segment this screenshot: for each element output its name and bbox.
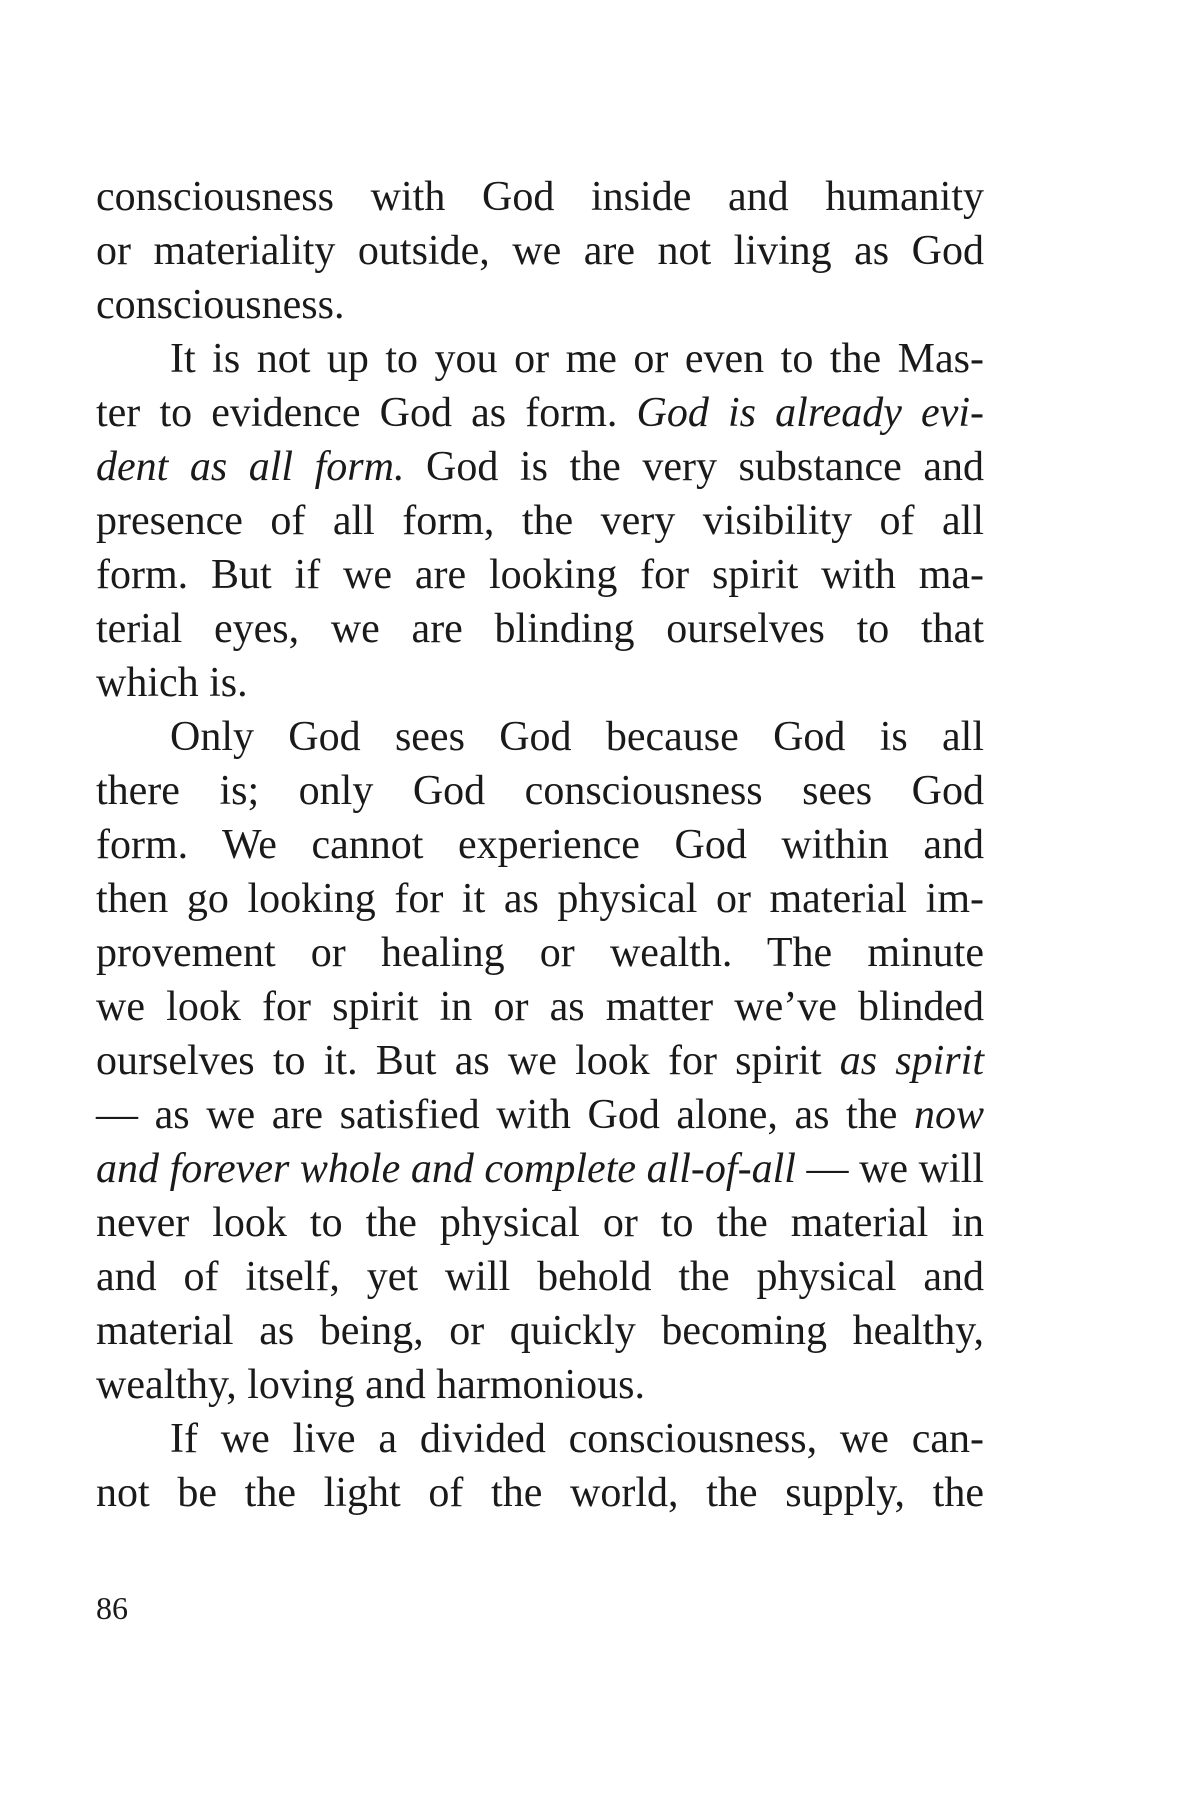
text-line (96, 980, 984, 1034)
text-run: ourselves to it. But as we look for spirit (96, 1038, 840, 1084)
text-run: which is. (96, 660, 248, 706)
text-run: form. But if we are looking for spirit with ma- (96, 552, 984, 598)
text-line (96, 872, 984, 926)
text-run: material as being, or quickly becoming healthy, (96, 1308, 984, 1354)
text-line (96, 1412, 984, 1466)
body-text (96, 170, 984, 1520)
paragraph (96, 710, 984, 1412)
text-line (96, 170, 984, 224)
text-run: terial eyes, we are blinding ourselves to that (96, 606, 984, 652)
text-line (96, 440, 984, 494)
text-line (96, 1142, 984, 1196)
text-run: form. We cannot experience God within and (96, 822, 984, 868)
text-line (96, 548, 984, 602)
text-line (96, 710, 984, 764)
text-line (96, 818, 984, 872)
text-line (96, 278, 984, 332)
text-run: provement or healing or wealth. The minute (96, 930, 984, 976)
italic-text: dent as all form. (96, 444, 405, 490)
text-line (96, 1034, 984, 1088)
text-line (96, 926, 984, 980)
text-run: wealthy, loving and harmonious. (96, 1362, 646, 1408)
italic-text: and forever whole and complete all-of-all (96, 1146, 796, 1192)
text-run: and of itself, yet will behold the physical and (96, 1254, 984, 1300)
text-run: If we live a divided consciousness, we can- (170, 1416, 984, 1462)
text-line (96, 1304, 984, 1358)
text-run: — we will (795, 1146, 985, 1192)
text-line (96, 494, 984, 548)
text-line (96, 386, 984, 440)
text-run: there is; only God consciousness sees God (96, 768, 984, 814)
text-line (96, 1088, 984, 1142)
text-line (96, 1466, 984, 1520)
text-run: God is the very substance and (404, 444, 984, 490)
text-line (96, 224, 984, 278)
text-run: ter to evidence God as form. (96, 390, 637, 436)
page-number: 86 (96, 1590, 128, 1626)
text-run: consciousness with God inside and humanity (96, 174, 984, 220)
italic-text: as spirit (839, 1038, 984, 1084)
text-line (96, 1250, 984, 1304)
text-run: we look for spirit in or as matter we’ve blinded (96, 984, 984, 1030)
text-run: presence of all form, the very visibility of all (96, 498, 984, 544)
text-run: It is not up to you or me or even to the Mas- (170, 336, 984, 382)
text-run: — as we are satisfied with God alone, as the (96, 1092, 914, 1138)
text-run: then go looking for it as physical or material im- (96, 876, 984, 922)
text-run: consciousness. (96, 282, 345, 328)
text-line (96, 656, 984, 710)
text-line (96, 1196, 984, 1250)
text-line (96, 764, 984, 818)
italic-text: God is already evi- (636, 390, 984, 436)
paragraph (96, 1412, 984, 1520)
text-run: never look to the physical or to the material in (96, 1200, 984, 1246)
text-line (96, 332, 984, 386)
italic-text: now (913, 1092, 984, 1138)
paragraph (96, 332, 984, 710)
text-line (96, 602, 984, 656)
text-run: or materiality outside, we are not living as God (96, 228, 984, 274)
text-run: Only God sees God because God is all (170, 714, 984, 760)
text-line (96, 1358, 984, 1412)
text-run: not be the light of the world, the supply, the (96, 1470, 984, 1516)
paragraph (96, 170, 984, 332)
